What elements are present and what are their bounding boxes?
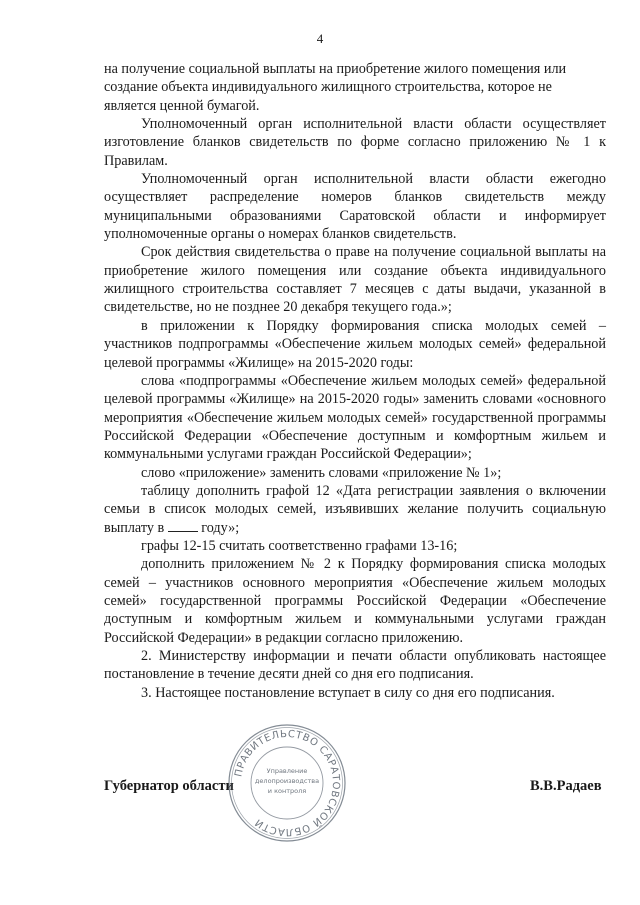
paragraph-words-replace: слова «подпрограммы «Обеспечение жильем молодых семей» федеральной целевой программы «Жилище» на 2015-2020 годы» заменить словами «основного мероприятия «Обеспечение жильем молодых семей» государственной программы Российской Федерации «Обеспечение доступным и комфортным жильем и коммунальными услугами граждан Российской Федерации»; xyxy=(104,372,606,463)
stamp-ring-text: ПРАВИТЕЛЬСТВО САРАТОВСКОЙ ОБЛАСТИ xyxy=(233,728,342,838)
document-body xyxy=(104,60,606,702)
paragraph-blanks-production: Уполномоченный орган исполнительной власти области осуществляет изготовление бланков свидетельств по форме согласно приложению № 1 к Правилам. xyxy=(104,116,606,169)
paragraph-continuation: на получение социальной выплаты на приобретение жилого помещения или создание объекта индивидуального жилищного строительства, которое не является ценной бумагой. xyxy=(104,61,567,114)
stamp-center-line-2: делопроизводства xyxy=(254,777,320,785)
stamp-center-line-1: Управление xyxy=(266,767,308,775)
paragraph-add-appendix: дополнить приложением № 2 к Порядку формирования списка молодых семей – участников основного мероприятия «Обеспечение жильем молодых семей» государственной программы Российской Федерации «Обеспечение доступным и комфортным жильем и коммунальными услугами граждан Российской Федерации» в редакции согласно приложению. xyxy=(104,556,606,646)
blank-year-field xyxy=(168,519,198,532)
paragraph-appendix-changes: в приложении к Порядку формирования списка молодых семей – участников подпрограммы «Обеспечение жильем молодых семей» федеральной целевой программы «Жилище» на 2015-2020 годы: xyxy=(104,317,606,371)
paragraph-publication: 2. Министерству информации и печати области опубликовать настоящее постановление в течение десяти дней со дня его подписания. xyxy=(104,648,606,683)
paragraph-table-column xyxy=(104,482,606,537)
signer-name: В.В.Радаев xyxy=(530,778,602,794)
stamp-center-line-3: и контроля xyxy=(267,787,307,795)
paragraph-word-replace: слово «приложение» заменить словами «приложение № 1»; xyxy=(141,464,502,481)
signer-title: Губернатор области xyxy=(104,778,234,794)
table-column-tail: году»; xyxy=(201,519,240,536)
page-number: 4 xyxy=(316,31,324,46)
paragraph-columns-renumber: графы 12-15 считать соответственно графами 13-16; xyxy=(141,537,458,554)
paragraph-validity-period: Срок действия свидетельства о праве на получение социальной выплаты на приобретение жилого помещения или создание объекта индивидуального жилищного строительства составляет 7 месяцев с даты выдачи, указанной в свидетельстве, но не позднее 20 декабря текущего года.»; xyxy=(104,244,606,316)
table-column-text: таблицу дополнить графой 12 «Дата регистрации заявления о включении семьи в список молодых семей, изъявивших желание получить социальную выплату в xyxy=(104,482,606,536)
paragraph-blanks-distribution: Уполномоченный орган исполнительной власти области ежегодно осуществляет распределение номеров бланков свидетельств между муниципальными образованиями Саратовской области и информирует уполномоченные органы о номерах бланков свидетельств. xyxy=(104,171,606,243)
paragraph-effective: 3. Настоящее постановление вступает в силу со дня его подписания. xyxy=(141,684,555,701)
official-seal-stamp xyxy=(226,722,348,844)
